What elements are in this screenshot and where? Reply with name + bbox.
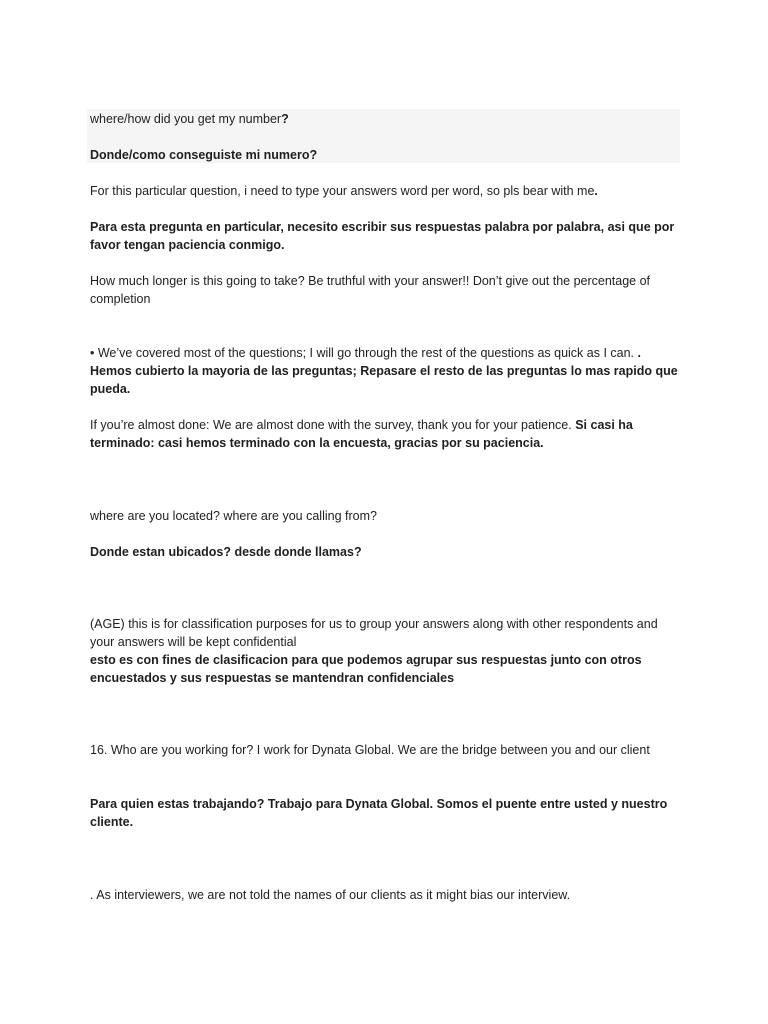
answer-dot: . — [634, 346, 641, 360]
age-note-en: (AGE) this is for classification purposes for us to group your answers along with other respondents and your answers will be kept confidential — [90, 617, 658, 649]
age-classification — [90, 615, 680, 687]
question-employer-es: Para quien estas trabajando? Trabajo para Dynata Global. Somos el puente entre usted y nuestro cliente. — [90, 797, 668, 829]
question-location-en: where are you located? where are you calling from? — [90, 509, 377, 523]
client-names-note-en: . As interviewers, we are not told the names of our clients as it might bias our interview. — [90, 888, 571, 902]
question-employer-en: 16. Who are you working for? I work for Dynata Global. We are the bridge between you and our client — [90, 743, 650, 757]
question-text: where/how did you get my number — [90, 112, 282, 126]
answer-almost-done — [90, 416, 680, 452]
answer-most-covered — [90, 344, 680, 398]
answer-es: Si casi ha terminado: casi hemos terminado con la encuesta, gracias por su paciencia. — [90, 418, 633, 450]
question-location-es: Donde estan ubicados? desde donde llamas? — [90, 545, 362, 559]
note-text: For this particular question, i need to type your answers word per word, so pls bear with me — [90, 184, 595, 198]
question-duration-en: How much longer is this going to take? Be truthful with your answer!! Don’t give out the percentage of completion — [90, 274, 651, 306]
note-period: . — [594, 184, 598, 198]
word-per-word-note-en — [90, 182, 680, 200]
answer-es: Hemos cubierto la mayoria de las preguntas; Repasare el resto de las preguntas lo mas rapido que pueda. — [90, 364, 678, 396]
question-number-source-es: Donde/como conseguiste mi numero? — [90, 148, 318, 162]
question-mark: ? — [281, 112, 289, 126]
question-number-source-en — [90, 110, 680, 128]
word-per-word-note-es: Para esta pregunta en particular, necesito escribir sus respuestas palabra por palabra, asi que por favor tengan paciencia conmigo. — [90, 220, 675, 252]
answer-en: • We’ve covered most of the questions; I will go through the rest of the questions as quick as I can. — [90, 346, 635, 360]
age-note-es: esto es con fines de clasificacion para que podemos agrupar sus respuestas junto con otros encuestados y sus respuestas se mantendran confidenciales — [90, 653, 642, 685]
answer-en: If you’re almost done: We are almost done with the survey, thank you for your patience. — [90, 418, 572, 432]
